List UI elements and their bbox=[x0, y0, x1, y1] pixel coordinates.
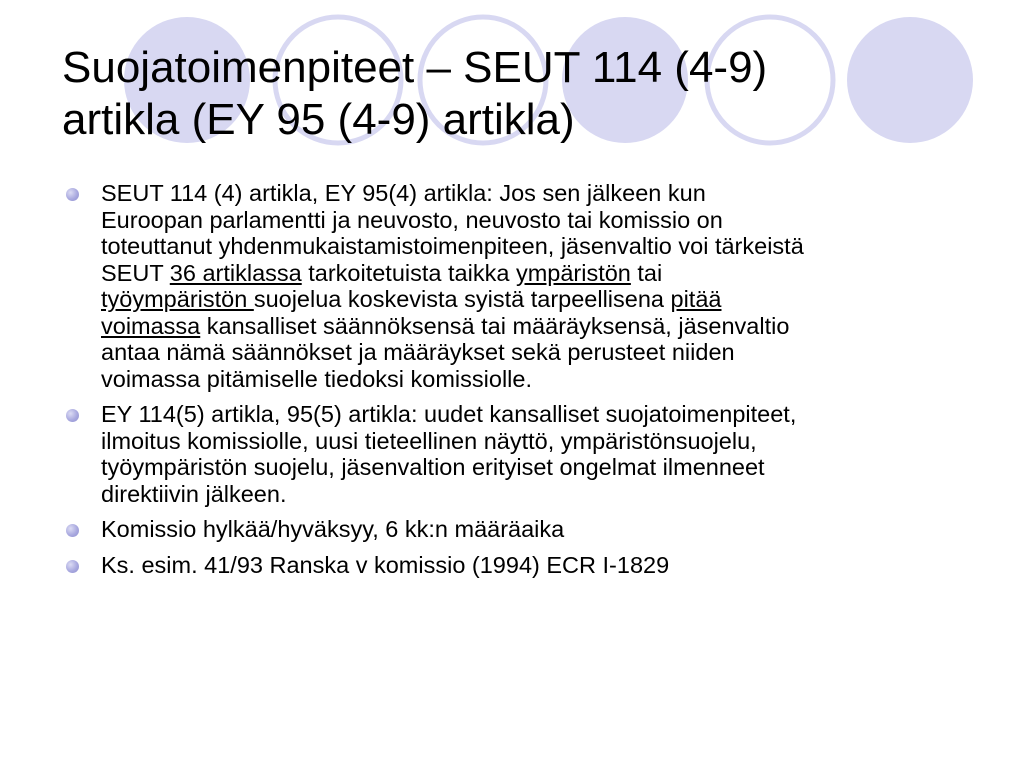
text-seut: SEUT bbox=[101, 259, 170, 286]
bullet-1-line-5 bbox=[101, 286, 966, 313]
bullet-1-line-7: antaa nämä säännökset ja määräykset sekä perusteet niiden bbox=[101, 339, 735, 365]
text-kansalliset: kansalliset säännöksensä tai määräyksensä, jäsenvaltio bbox=[200, 312, 790, 339]
bullet-1-line-1: SEUT 114 (4) artikla, EY 95(4) artikla: Jos sen jälkeen kun bbox=[101, 180, 706, 206]
bullet-2-line-1: EY 114(5) artikla, 95(5) artikla: uudet kansalliset suojatoimenpiteet, bbox=[101, 401, 797, 427]
bullet-1-line-6 bbox=[101, 313, 966, 340]
bullet-icon bbox=[66, 524, 79, 537]
bullet-item-3 bbox=[66, 516, 966, 543]
slide-title bbox=[62, 42, 962, 146]
text-tai: tai bbox=[630, 259, 663, 286]
bullet-4-line-1: Ks. esim. 41/93 Ranska v komissio (1994) ECR I-1829 bbox=[101, 551, 670, 578]
bullet-item-1 bbox=[66, 180, 966, 392]
link-ymparistön[interactable]: ympäristön bbox=[515, 259, 631, 286]
bullet-2-line-3: työympäristön suojelu, jäsenvaltion erityiset ongelmat ilmenneet bbox=[101, 454, 765, 480]
link-36-artiklassa[interactable]: 36 artiklassa bbox=[169, 259, 302, 286]
bullet-item-4 bbox=[66, 552, 966, 579]
bullet-list bbox=[66, 180, 966, 587]
bullet-3-line-1: Komissio hylkää/hyväksyy, 6 kk:n määräaika bbox=[101, 516, 565, 542]
bullet-1-line-4 bbox=[101, 260, 966, 287]
text-suojelua: suojelua koskevista syistä tarpeellisena bbox=[253, 286, 671, 312]
title-line-1: Suojatoimenpiteet – SEUT 114 (4-9) bbox=[62, 43, 768, 92]
bullet-2-line-2: ilmoitus komissiolle, uusi tieteellinen näyttö, ympäristönsuojelu, bbox=[101, 427, 757, 454]
bullet-icon bbox=[66, 409, 79, 422]
bullet-item-2 bbox=[66, 401, 966, 507]
bullet-2-line-4: direktiivin jälkeen. bbox=[101, 480, 287, 507]
bullet-icon bbox=[66, 188, 79, 201]
bullet-1-line-2: Euroopan parlamentti ja neuvosto, neuvosto tai komissio on bbox=[101, 206, 723, 233]
bullet-1-line-8: voimassa pitämiselle tiedoksi komissiolle. bbox=[101, 365, 532, 392]
link-tyoymparistön[interactable]: työympäristön bbox=[101, 286, 254, 312]
bullet-icon bbox=[66, 560, 79, 573]
link-pitaa[interactable]: pitää bbox=[670, 286, 722, 312]
link-voimassa[interactable]: voimassa bbox=[101, 312, 201, 339]
title-line-2: artikla (EY 95 (4-9) artikla) bbox=[62, 95, 575, 144]
bullet-1-line-3: toteuttanut yhdenmukaistamistoimenpiteen, jäsenvaltio voi tärkeistä bbox=[101, 233, 804, 259]
text-tarkoitetuista: tarkoitetuista taikka bbox=[301, 259, 516, 286]
